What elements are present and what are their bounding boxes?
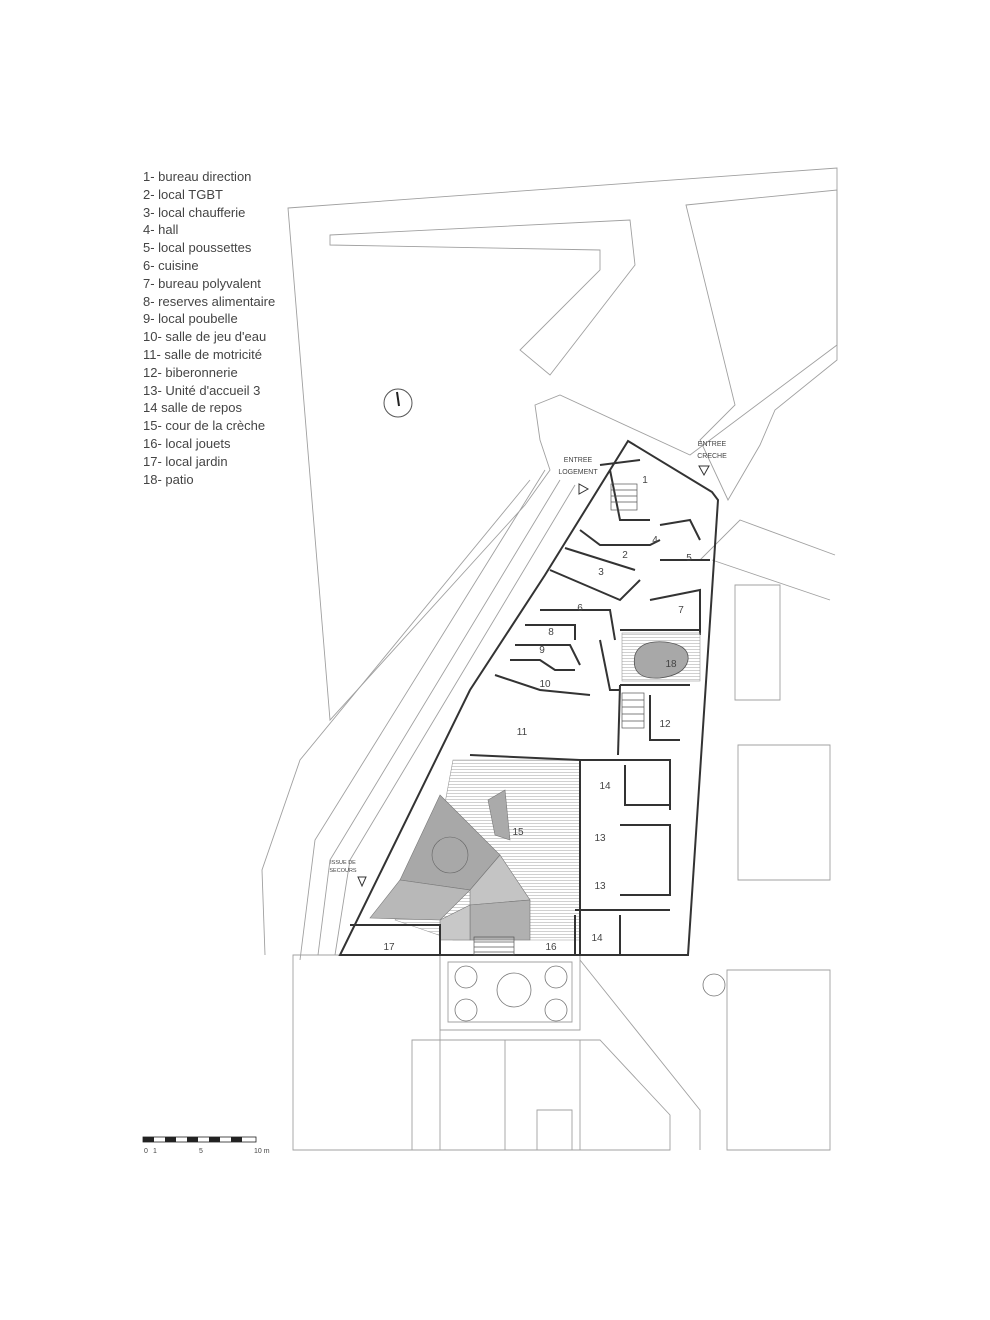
scale-tick-0: 0 [144, 1148, 148, 1155]
entree-logement-arrow-icon [579, 484, 588, 494]
room-label: 14 [591, 933, 603, 944]
entree-logement-label-2: LOGEMENT [558, 469, 598, 476]
north-arrow-icon [384, 389, 412, 417]
legend-item: 9- local poubelle [143, 311, 238, 327]
room-label: 18 [665, 659, 677, 670]
issue-secours-arrow-icon [358, 877, 366, 886]
legend-item: 11- salle de motricité [143, 346, 262, 362]
issue-secours-label-2: SECOURS [329, 868, 357, 874]
room-label: 16 [545, 942, 557, 953]
room-label: 8 [548, 627, 554, 638]
legend-item: 4- hall [143, 222, 179, 238]
trees [455, 966, 725, 1021]
legend-item: 5- local poussettes [143, 240, 252, 256]
cour-roof [370, 760, 580, 940]
scale-tick-5: 5 [199, 1148, 203, 1155]
legend-item: 8- reserves alimentaire [143, 293, 276, 309]
scale-tick-10: 10 m [254, 1148, 270, 1155]
room-label: 13 [594, 881, 606, 892]
legend-item: 3- local chaufferie [143, 204, 246, 220]
room-label: 11 [516, 727, 528, 738]
room-label: 5 [686, 553, 692, 564]
room-label: 17 [383, 942, 395, 953]
legend-item: 13- Unité d'accueil 3 [143, 382, 261, 398]
legend-item: 14 salle de repos [143, 400, 243, 416]
patio [622, 633, 700, 681]
legend-item: 18- patio [143, 471, 194, 487]
room-label: 4 [652, 535, 658, 546]
legend-item: 17- local jardin [143, 453, 228, 469]
entree-creche-label-1: ENTREE [697, 441, 727, 448]
entree-creche-arrow-icon [699, 466, 709, 475]
room-label: 15 [512, 827, 524, 838]
room-label: 10 [539, 679, 551, 690]
legend-item: 2- local TGBT [143, 186, 223, 202]
room-label: 6 [577, 603, 583, 614]
room-label: 14 [599, 781, 611, 792]
issue-secours-label-1: ISSUE DE [330, 860, 356, 866]
legend-item: 15- cour de la crèche [143, 418, 266, 434]
legend-item: 10- salle de jeu d'eau [143, 329, 267, 345]
legend-item: 6- cuisine [143, 257, 199, 273]
entree-creche-label-2: CRECHE [697, 453, 727, 460]
room-label: 9 [539, 645, 545, 656]
legend-item: 16- local jouets [143, 435, 231, 451]
legend-item: 1- bureau direction [143, 169, 252, 184]
entree-logement-label-1: ENTREE [563, 457, 593, 464]
legend-item: 12- biberonnerie [143, 364, 238, 380]
scale-bar [143, 1137, 270, 1155]
room-label: 3 [598, 567, 604, 578]
room-label: 1 [642, 475, 648, 486]
room-label: 12 [659, 719, 671, 730]
room-label: 7 [678, 605, 684, 616]
legend-item: 7- bureau polyvalent [143, 275, 261, 291]
context-buildings [262, 168, 837, 1150]
room-label: 13 [594, 833, 606, 844]
room-label: 2 [622, 550, 628, 561]
scale-tick-1: 1 [153, 1148, 157, 1155]
